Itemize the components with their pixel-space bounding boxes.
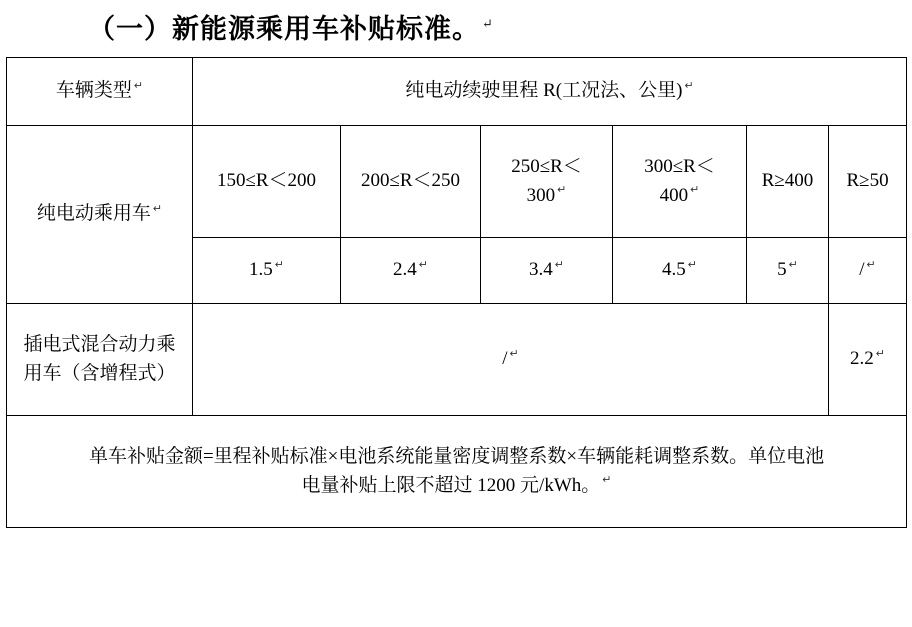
table-footnote-line2-wrap <box>9 472 904 501</box>
header-vehicle-type-label: 车辆类型 <box>55 80 132 102</box>
range-cell-2-text: 200≤R＜250 <box>360 170 461 192</box>
range-cell-4 <box>613 126 747 238</box>
row-label-phev-line2: 用车（含增程式） <box>23 362 176 384</box>
paragraph-mark-icon: ↵ <box>690 184 700 197</box>
value-cell-3-text: 3.4 <box>529 259 553 281</box>
paragraph-mark-icon: ↵ <box>557 184 567 197</box>
row-label-phev <box>7 304 193 416</box>
range-cell-3 <box>481 126 613 238</box>
value-cell-2-text: 2.4 <box>393 259 417 281</box>
table-footnote-line2: 电量补贴上限不超过 1200 元/kWh。 <box>301 474 601 496</box>
value-cell-5 <box>747 238 829 304</box>
header-range-span <box>193 58 907 126</box>
value-cell-4-text: 4.5 <box>662 259 686 281</box>
value-cell-1-text: 1.5 <box>249 259 273 281</box>
range-cell-3-line1: 250≤R＜ <box>511 156 582 178</box>
row-label-bev-text: 纯电动乘用车 <box>36 203 151 225</box>
paragraph-mark-icon: ↵ <box>875 348 885 361</box>
value-cell-6 <box>829 238 907 304</box>
subsidy-standard-table <box>6 57 907 528</box>
paragraph-mark-icon: ↵ <box>788 259 798 272</box>
phev-last-value <box>829 304 907 416</box>
table-footnote <box>7 416 907 528</box>
range-cell-4-line1: 300≤R＜ <box>644 156 715 178</box>
value-cell-6-text: / <box>859 259 865 281</box>
row-label-phev-line1: 插电式混合动力乘 <box>23 334 176 356</box>
range-cell-3-line2-wrap <box>483 182 610 211</box>
phev-middle-value-text: / <box>502 348 508 370</box>
header-range-label: 纯电动续驶里程 R(工况法、公里) <box>405 80 683 102</box>
range-cell-3-line2: 300 <box>526 184 556 206</box>
paragraph-mark-icon: ↵ <box>602 474 612 487</box>
paragraph-mark-icon: ↵ <box>133 80 144 93</box>
range-cell-6 <box>829 126 907 238</box>
table-row <box>7 416 907 528</box>
paragraph-mark-icon: ↵ <box>687 259 697 272</box>
paragraph-mark-icon: ↵ <box>509 348 519 361</box>
table-footnote-line1: 单车补贴金额=里程补贴标准×电池系统能量密度调整系数×车辆能耗调整系数。单位电池 <box>88 446 825 468</box>
range-cell-2 <box>341 126 481 238</box>
table-row <box>7 304 907 416</box>
header-vehicle-type <box>7 58 193 126</box>
table-row <box>7 126 907 238</box>
phev-last-value-text: 2.2 <box>850 348 874 370</box>
phev-middle-value <box>193 304 829 416</box>
table-row <box>7 58 907 126</box>
paragraph-mark-icon: ↵ <box>554 259 564 272</box>
paragraph-mark-icon: ↵ <box>482 16 494 31</box>
range-cell-1-text: 150≤R＜200 <box>216 170 317 192</box>
paragraph-mark-icon: ↵ <box>152 203 163 216</box>
row-label-bev <box>7 126 193 304</box>
range-cell-1 <box>193 126 341 238</box>
page-title <box>0 0 912 57</box>
value-cell-3 <box>481 238 613 304</box>
paragraph-mark-icon: ↵ <box>418 259 428 272</box>
range-cell-5-text: R≥400 <box>761 170 814 192</box>
range-cell-6-text: R≥50 <box>846 170 889 192</box>
range-cell-5 <box>747 126 829 238</box>
value-cell-2 <box>341 238 481 304</box>
value-cell-1 <box>193 238 341 304</box>
value-cell-5-text: 5 <box>777 259 787 281</box>
paragraph-mark-icon: ↵ <box>274 259 284 272</box>
value-cell-4 <box>613 238 747 304</box>
range-cell-4-line2-wrap <box>615 182 744 211</box>
paragraph-mark-icon: ↵ <box>866 259 876 272</box>
paragraph-mark-icon: ↵ <box>684 80 694 93</box>
range-cell-4-line2: 400 <box>659 184 689 206</box>
page-title-text: （一）新能源乘用车补贴标准。 <box>88 14 480 44</box>
